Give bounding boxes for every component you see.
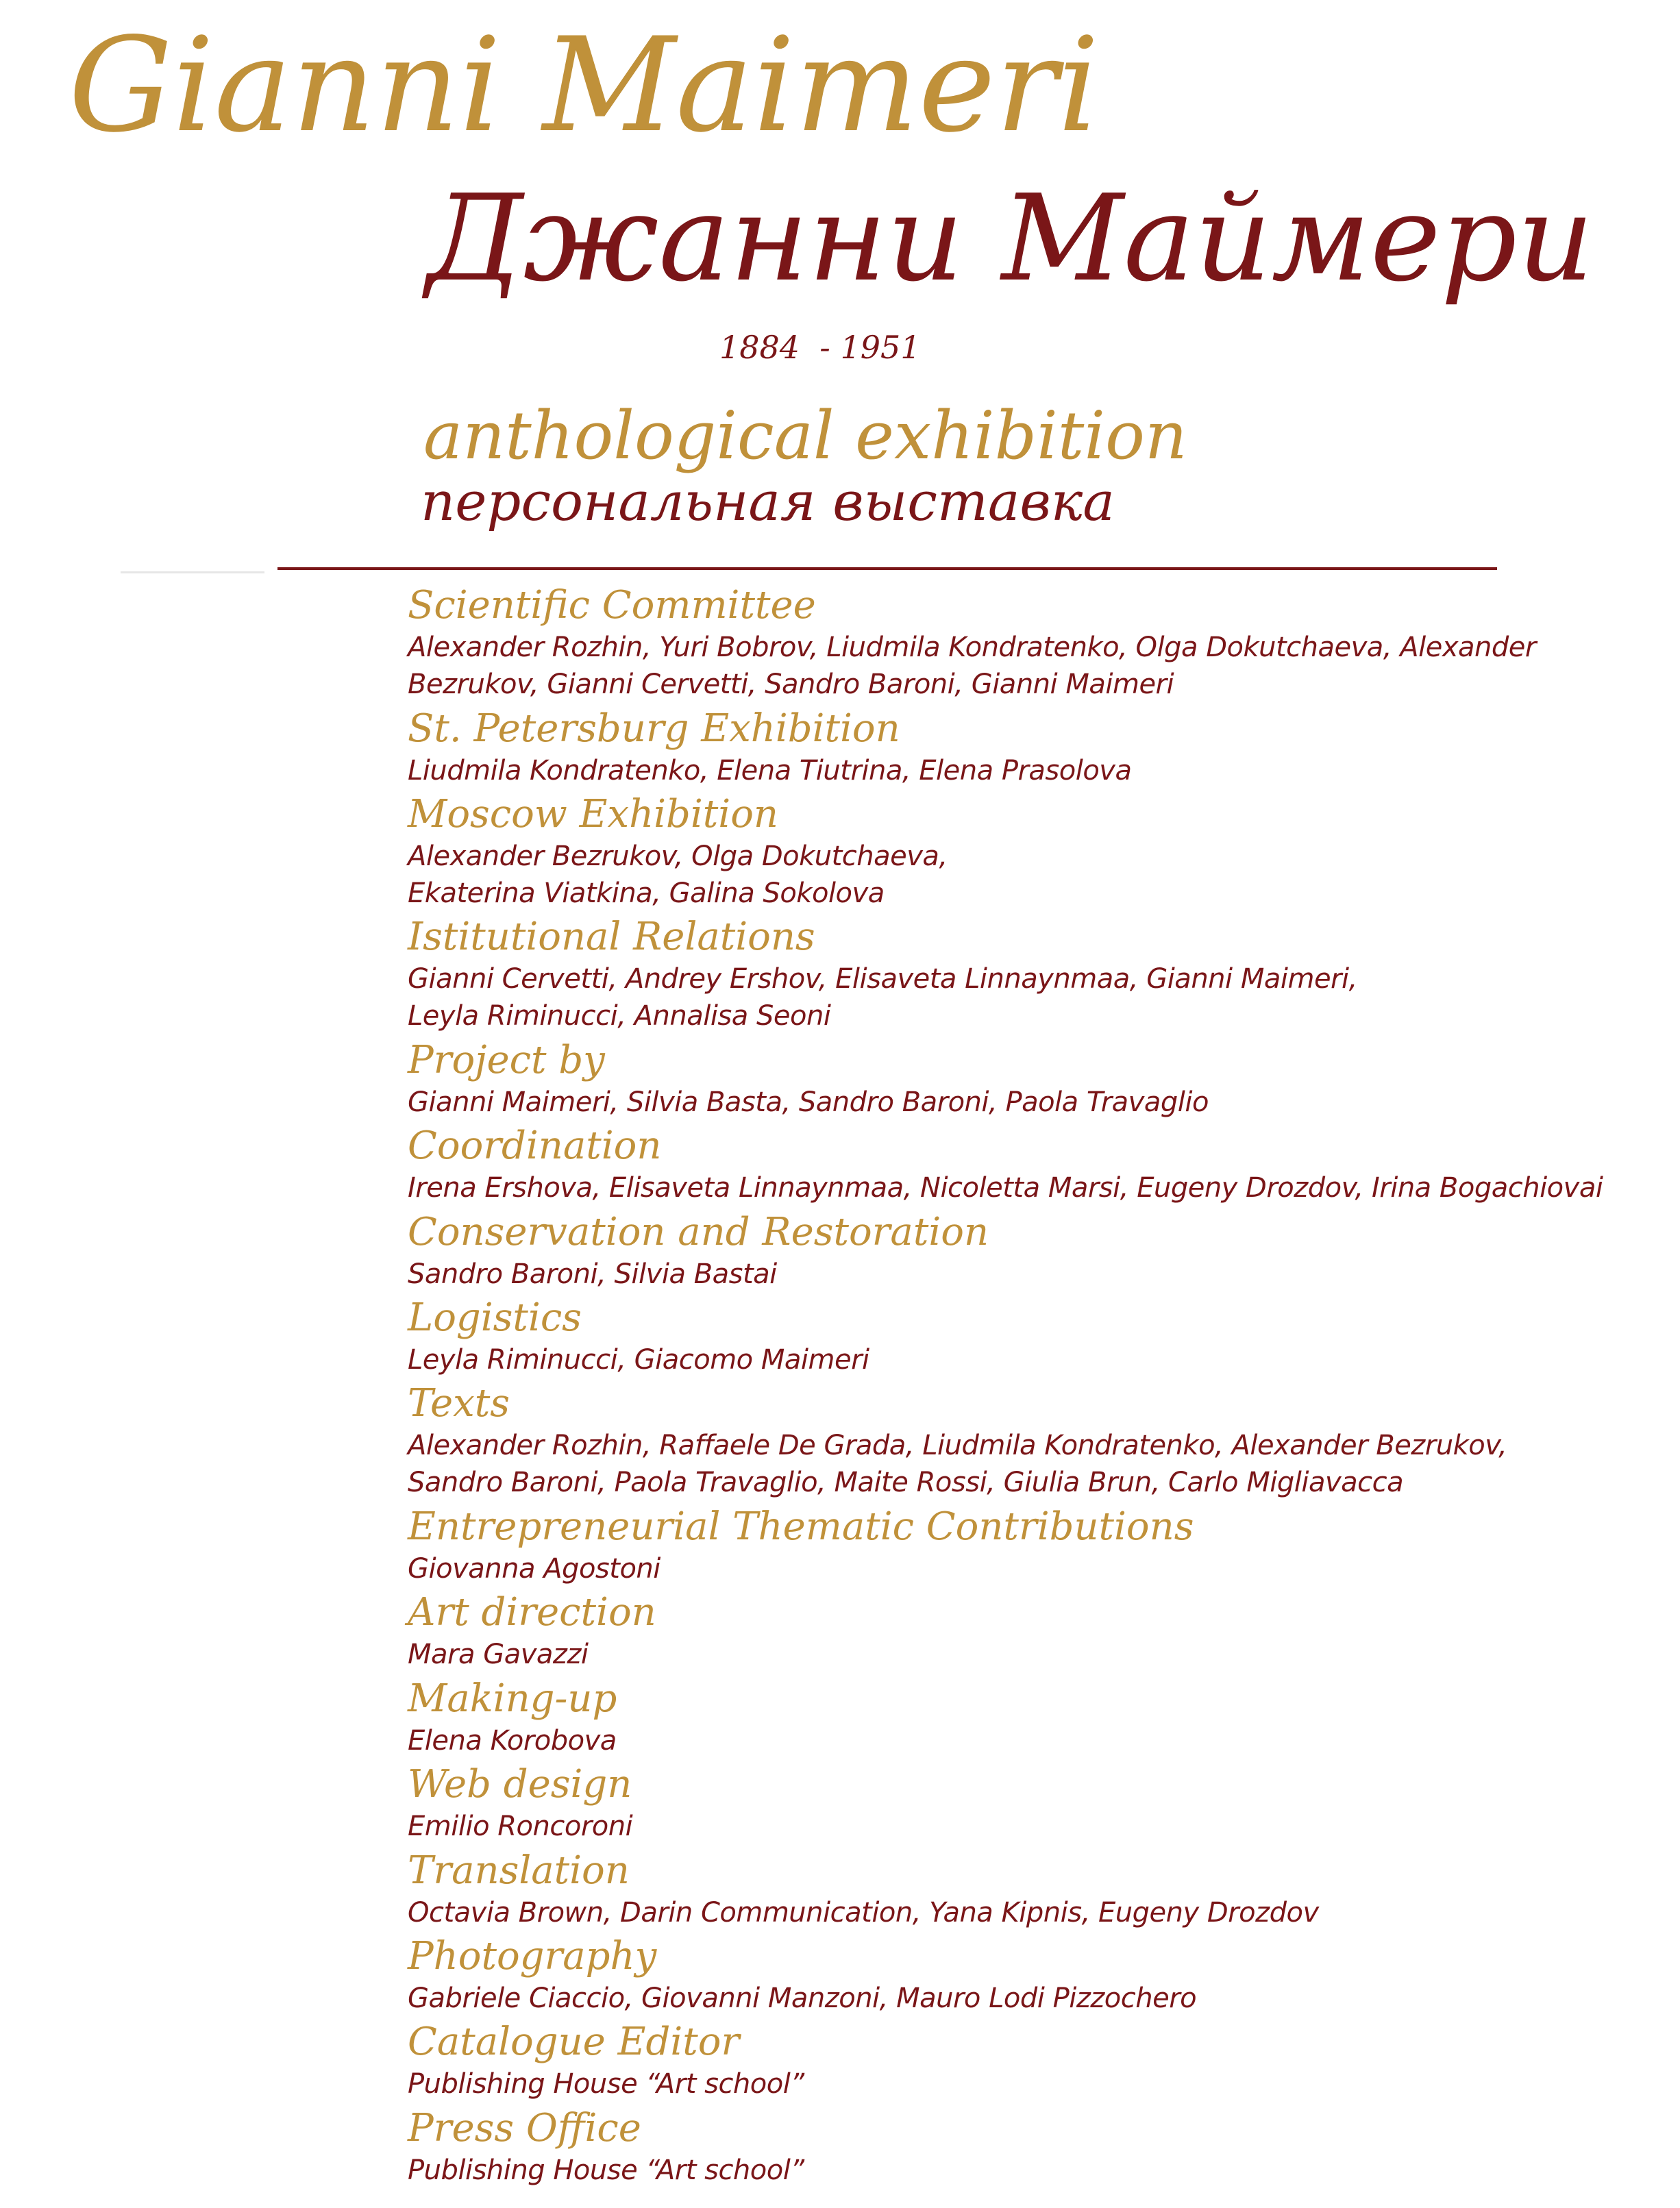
- credit-texts: [408, 1380, 1572, 1504]
- credit-web-design: [408, 1761, 1572, 1847]
- credit-coordination: [408, 1123, 1603, 1208]
- credit-scientific-committee: [408, 582, 1572, 706]
- credit-names-line: Bezrukov, Gianni Cervetti, Sandro Baroni, Gianni Maimeri: [408, 669, 1174, 700]
- credit-names-line: Publishing House “Art school”: [408, 2154, 804, 2186]
- credit-role: Catalogue Editor: [408, 2020, 740, 2065]
- credit-names-line: Mara Gavazzi: [408, 1639, 589, 1671]
- life-years: 1884 - 1951: [719, 329, 921, 366]
- credit-names-line: Publishing House “Art school”: [408, 2068, 804, 2100]
- faint-divider: [121, 571, 264, 573]
- credit-conservation-restoration: [408, 1209, 1572, 1295]
- credits-list: [408, 582, 1603, 2191]
- credit-role: Coordination: [408, 1124, 662, 1169]
- credit-names-line: Gianni Maimeri, Silvia Basta, Sandro Baroni, Paola Travaglio: [408, 1086, 1209, 1118]
- credit-press-office: [408, 2105, 1572, 2191]
- credit-names-line: Irena Ershova, Elisaveta Linnaynmaa, Nicoletta Marsi, Eugeny Drozdov, Irina Bogachiovai: [408, 1172, 1603, 1204]
- credit-entrepreneurial-contributions: [408, 1504, 1572, 1589]
- title-russian: Джанни Маймери: [426, 169, 1594, 308]
- credit-role: Translation: [408, 1848, 630, 1893]
- credit-role: Istitutional Relations: [408, 915, 815, 960]
- credit-names-line: Octavia Brown, Darin Communication, Yana Kipnis, Eugeny Drozdov: [408, 1896, 1319, 1928]
- credit-role: St. Petersburg Exhibition: [408, 706, 900, 751]
- subtitle-russian: персональная выставка: [421, 471, 1115, 533]
- credit-names-line: Leyla Riminucci, Annalisa Seoni: [408, 1000, 831, 1032]
- credit-names-line: Elena Korobova: [408, 1724, 617, 1757]
- credit-role: Art direction: [408, 1590, 656, 1635]
- credit-logistics: [408, 1295, 1572, 1380]
- credit-moscow-exhibition: [408, 791, 1572, 915]
- credit-translation: [408, 1848, 1572, 1933]
- credit-names-line: Gabriele Ciaccio, Giovanni Manzoni, Mauro Lodi Pizzochero: [408, 1982, 1197, 2014]
- title-english: Gianni Maimeri: [69, 10, 1100, 161]
- credit-role: Scientific Committee: [408, 583, 816, 628]
- credit-names-line: Sandro Baroni, Silvia Bastai: [408, 1258, 777, 1290]
- credit-role: Press Office: [408, 2105, 641, 2150]
- credit-institutional-relations: [408, 914, 1572, 1037]
- credit-role: Entrepreneurial Thematic Contributions: [408, 1504, 1194, 1549]
- credit-art-direction: [408, 1589, 1572, 1675]
- credit-names-line: Sandro Baroni, Paola Travaglio, Maite Rossi, Giulia Brun, Carlo Migliavacca: [408, 1467, 1404, 1499]
- credit-role: Project by: [408, 1037, 605, 1082]
- credit-st-petersburg-exhibition: [408, 706, 1572, 791]
- credit-photography: [408, 1933, 1572, 2019]
- credit-names-line: Alexander Bezrukov, Olga Dokutchaeva,: [408, 840, 948, 872]
- credit-names-line: Giovanna Agostoni: [408, 1552, 660, 1585]
- credit-role: Photography: [408, 1933, 657, 1978]
- credit-role: Conservation and Restoration: [408, 1209, 989, 1254]
- credit-names-line: Emilio Roncoroni: [408, 1811, 633, 1843]
- credit-project-by: [408, 1037, 1572, 1123]
- credit-names-line: Leyla Riminucci, Giacomo Maimeri: [408, 1344, 869, 1376]
- credit-role: Moscow Exhibition: [408, 791, 778, 836]
- credit-names-line: Gianni Cervetti, Andrey Ershov, Elisaveta Linnaynmaa, Gianni Maimeri,: [408, 963, 1357, 995]
- credit-role: Web design: [408, 1762, 632, 1807]
- header-divider: [277, 567, 1497, 570]
- credit-role: Texts: [408, 1381, 510, 1426]
- credit-role: Logistics: [408, 1295, 582, 1341]
- credit-role: Making-up: [408, 1676, 617, 1721]
- credit-catalogue-editor: [408, 2019, 1572, 2105]
- credit-names-line: Liudmila Kondratenko, Elena Tiutrina, Elena Prasolova: [408, 754, 1132, 786]
- credit-making-up: [408, 1676, 1572, 1761]
- credit-names-line: Alexander Rozhin, Yuri Bobrov, Liudmila Kondratenko, Olga Dokutchaeva, Alexander: [408, 632, 1536, 663]
- credit-names-line: Alexander Rozhin, Raffaele De Grada, Liudmila Kondratenko, Alexander Bezrukov,: [408, 1430, 1507, 1462]
- credit-names-line: Ekaterina Viatkina, Galina Sokolova: [408, 877, 885, 909]
- subtitle-english: anthological exhibition: [423, 397, 1187, 474]
